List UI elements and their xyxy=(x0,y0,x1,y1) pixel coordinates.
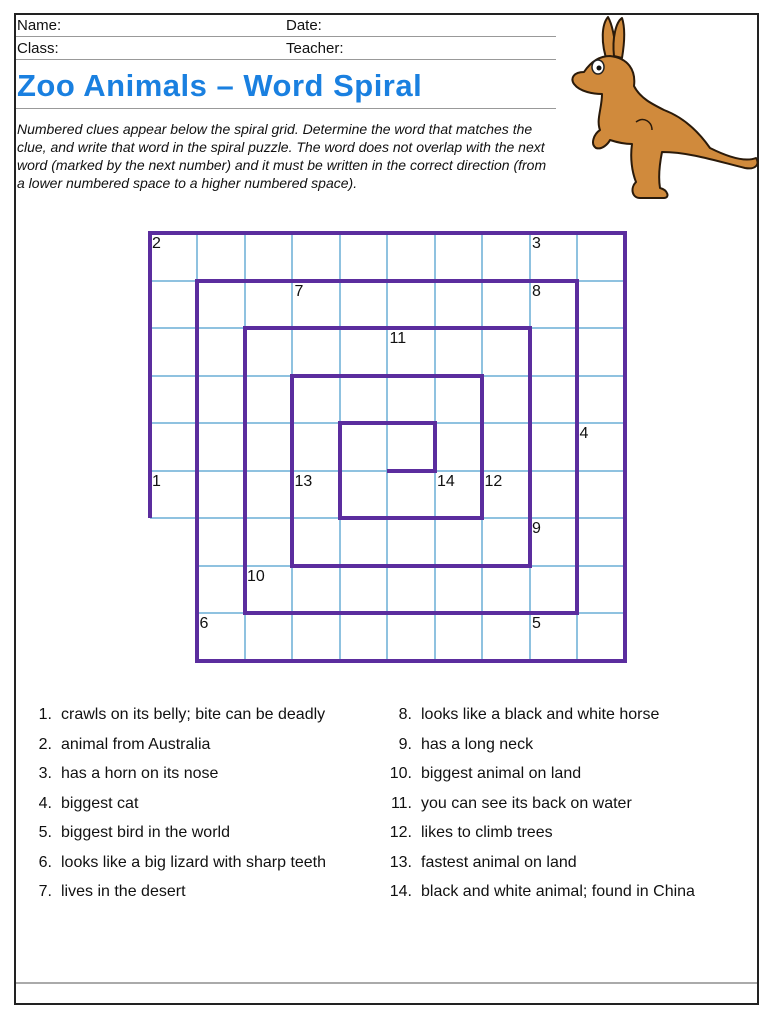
clue-4 xyxy=(25,789,326,819)
name-label: Name: xyxy=(17,17,62,34)
grid-number-9: 9 xyxy=(532,520,541,537)
clue-text: lives in the desert xyxy=(61,883,186,900)
clue-text: animal from Australia xyxy=(61,735,211,753)
grid-number-5: 5 xyxy=(532,615,541,632)
grid-lines xyxy=(150,233,625,661)
clue-13 xyxy=(385,848,695,878)
clue-number: 2. xyxy=(38,735,52,753)
grid-number-7: 7 xyxy=(294,282,304,300)
clue-text: biggest bird in the world xyxy=(61,824,230,841)
grid-number-1: 1 xyxy=(152,472,161,490)
clue-number: 5. xyxy=(38,824,52,841)
clue-11 xyxy=(385,789,695,819)
clue-5 xyxy=(25,818,326,848)
class-label: Class: xyxy=(17,40,59,57)
clue-number: 14. xyxy=(389,883,412,900)
grid-number-11: 11 xyxy=(389,330,407,347)
clue-1 xyxy=(25,700,326,730)
clue-8 xyxy=(385,700,695,730)
clue-6 xyxy=(25,848,326,878)
clue-7 xyxy=(25,877,326,907)
clue-3 xyxy=(25,759,326,789)
page-title-text: Zoo Animals – Word Spiral xyxy=(17,68,423,103)
grid-number-13: 13 xyxy=(294,472,313,490)
teacher-label: Teacher: xyxy=(286,40,344,57)
clues-right-column xyxy=(385,700,695,907)
grid-number-8: 8 xyxy=(532,282,541,300)
clue-number: 1. xyxy=(38,706,52,723)
instructions: Numbered clues appear below the spiral grid. Determine the word that matches the clue, and write that word in the spiral puzzle. The word does not overlap with the next word (marked by the next number) and it must be written in the correct direction (from a lower numbered space to a higher numbered space). xyxy=(17,121,547,191)
clue-number: 6. xyxy=(38,853,52,871)
grid-number-6: 6 xyxy=(199,615,209,632)
clue-12 xyxy=(385,818,695,848)
clue-text: biggest animal on land xyxy=(421,765,582,782)
grid-number-3: 3 xyxy=(532,235,541,252)
clue-number: 9. xyxy=(398,735,412,753)
clue-text: looks like a black and white horse xyxy=(421,706,660,723)
clue-number: 8. xyxy=(398,706,412,723)
grid-number-10: 10 xyxy=(247,567,265,585)
clue-text: looks like a big lizard with sharp teeth xyxy=(61,853,327,871)
clue-number: 11. xyxy=(390,794,412,812)
grid-number-14: 14 xyxy=(437,472,455,490)
date-label: Date: xyxy=(286,17,322,34)
clue-text: has a long neck xyxy=(421,735,534,753)
grid-number-4: 4 xyxy=(579,425,589,442)
clue-number: 4. xyxy=(38,794,52,812)
clue-10 xyxy=(385,759,695,789)
clue-number: 7. xyxy=(38,883,52,900)
footer-divider xyxy=(16,982,757,984)
clue-text: you can see its back on water xyxy=(421,794,632,812)
clue-14 xyxy=(385,877,695,907)
clue-text: biggest cat xyxy=(61,794,139,812)
clue-text: has a horn on its nose xyxy=(61,765,219,782)
clue-text: black and white animal; found in China xyxy=(421,883,695,900)
grid-number-12: 12 xyxy=(484,472,503,490)
clue-2 xyxy=(25,730,326,760)
clue-number: 13. xyxy=(389,853,412,871)
clue-text: fastest animal on land xyxy=(421,853,577,871)
clue-number: 3. xyxy=(38,765,52,782)
clue-9 xyxy=(385,730,695,760)
clue-text: likes to climb trees xyxy=(421,824,553,841)
clue-number: 12. xyxy=(389,824,412,841)
clues-left-column xyxy=(25,700,326,907)
grid-number-2: 2 xyxy=(152,235,161,252)
clue-number: 10. xyxy=(389,765,412,782)
clue-text: crawls on its belly; bite can be deadly xyxy=(61,706,326,723)
